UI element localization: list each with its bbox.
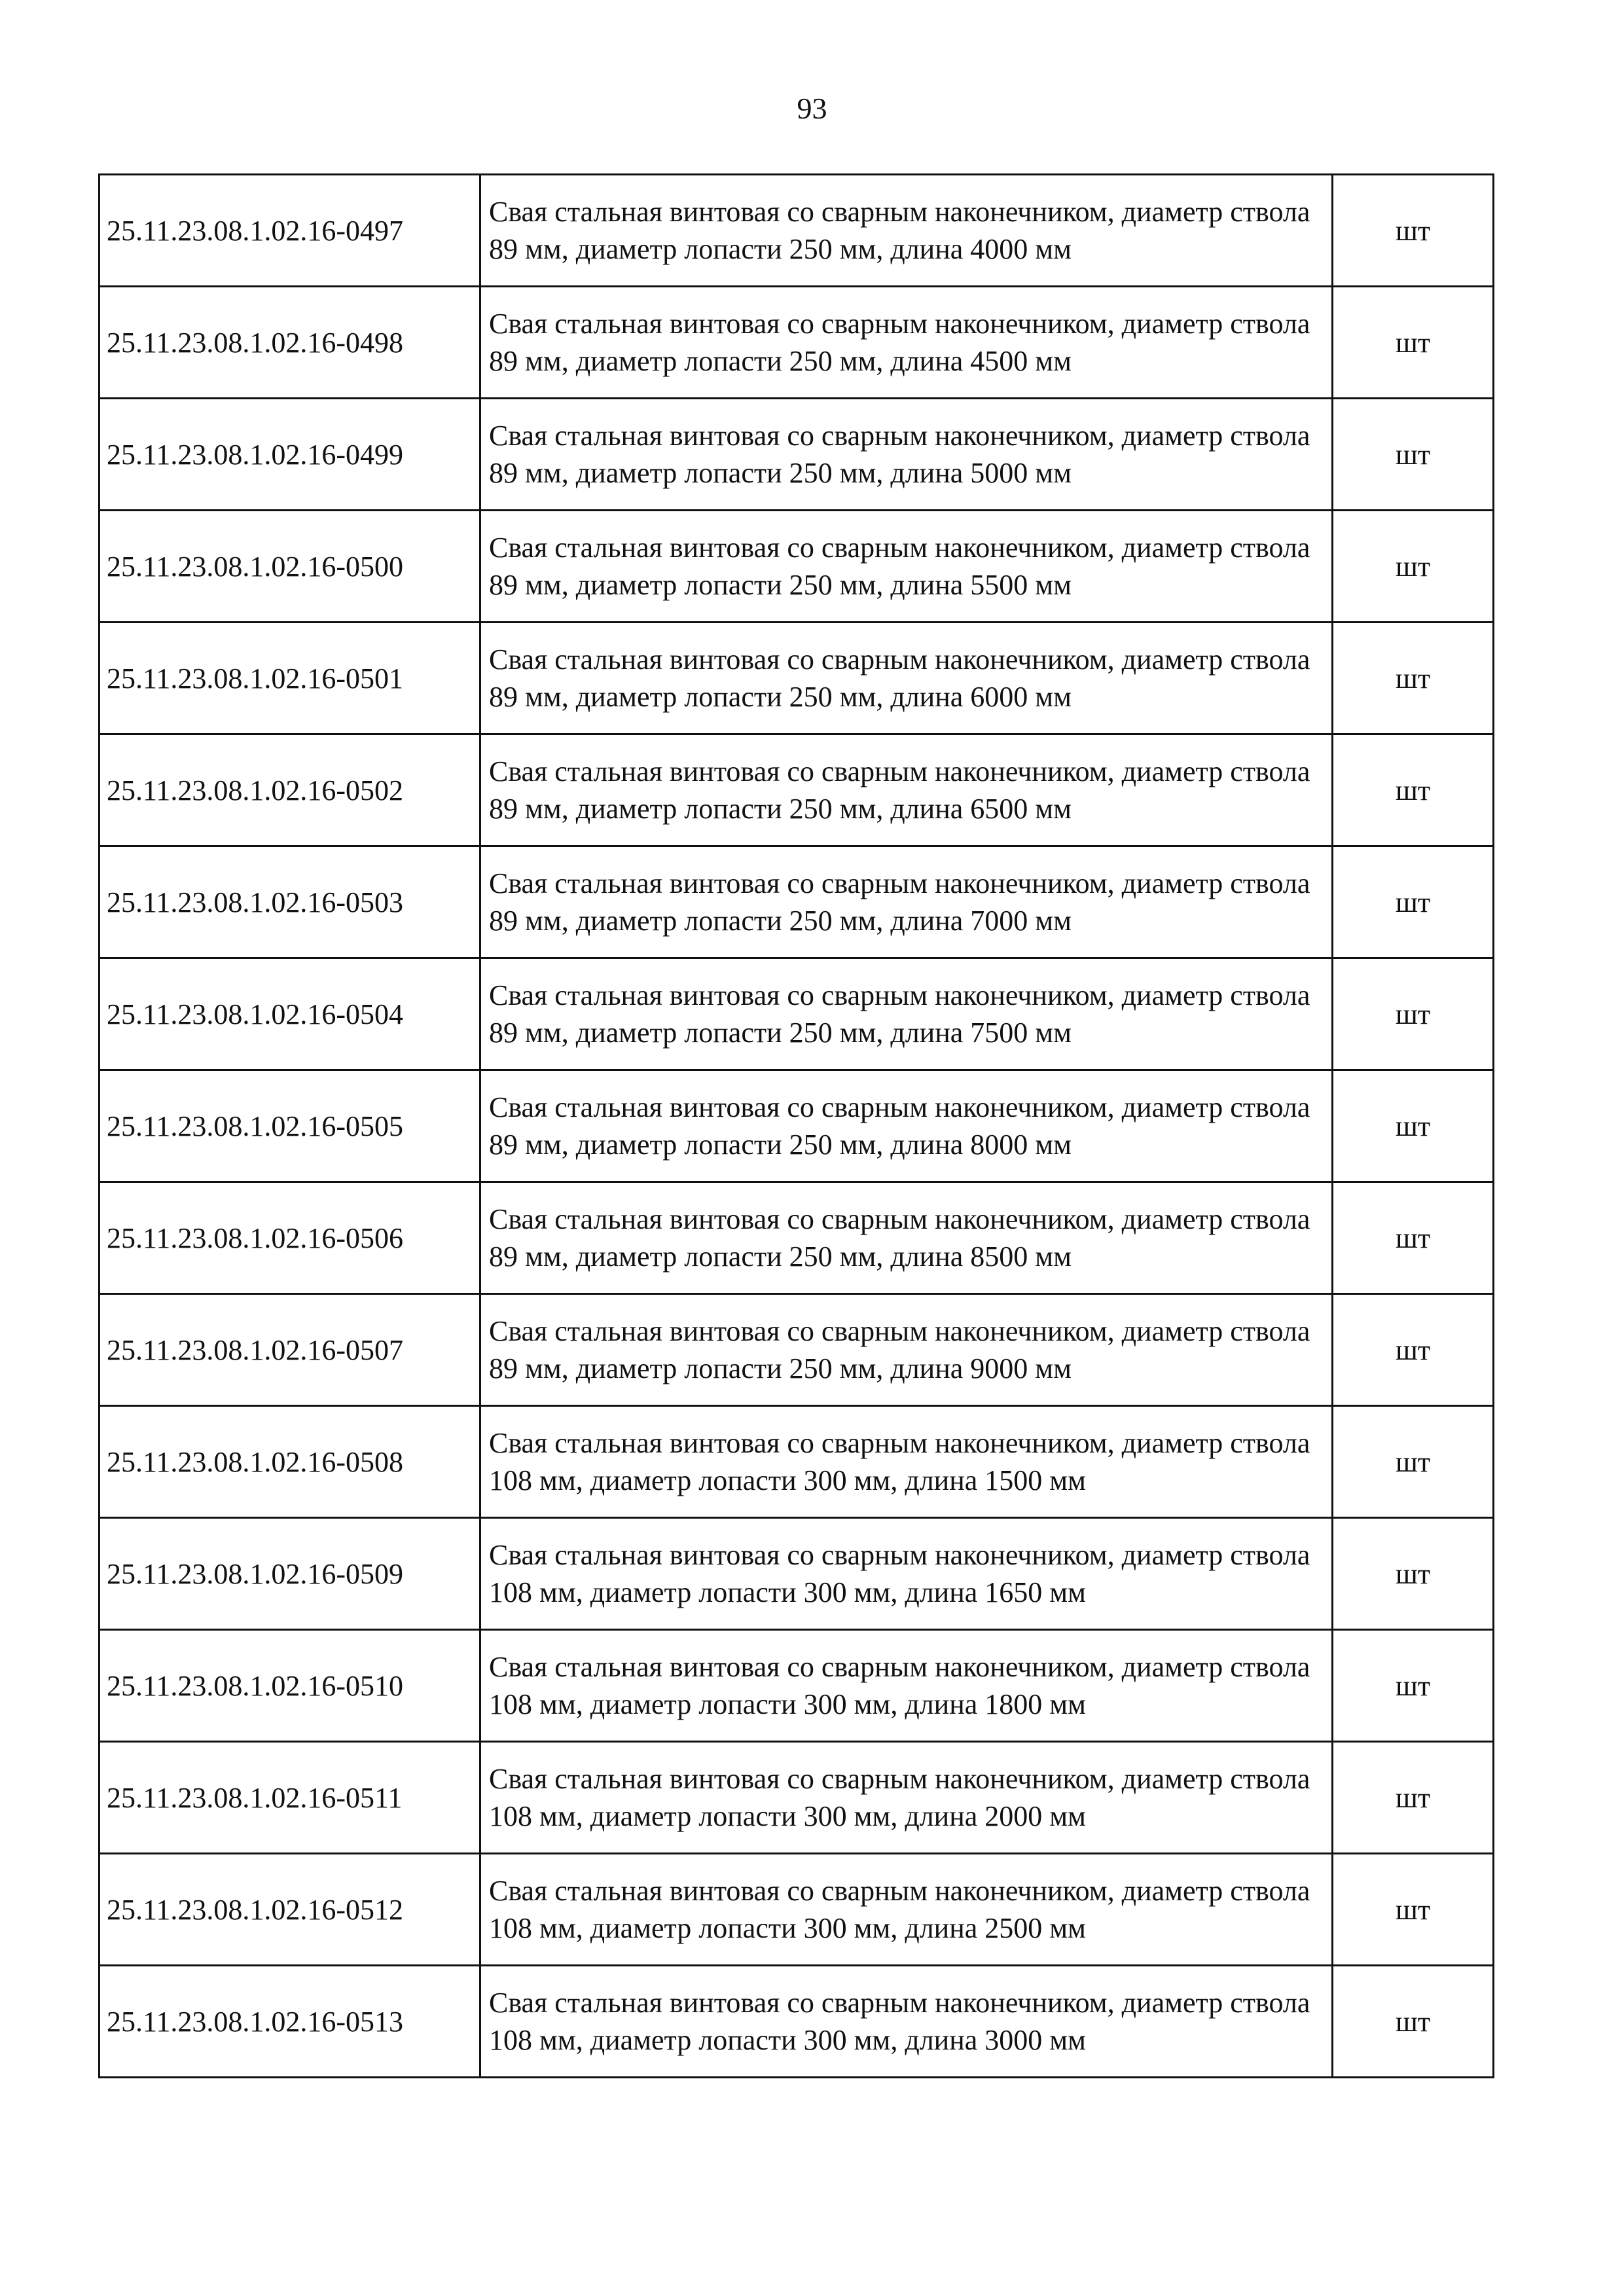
item-code-cell: 25.11.23.08.1.02.16-0497 — [99, 175, 480, 287]
table-row — [99, 1294, 1494, 1406]
unit-cell: шт — [1333, 1518, 1494, 1630]
item-description-cell: Свая стальная винтовая со сварным наконечником, диаметр ствола 89 мм, диаметр лопасти 250 мм, длина 7000 мм — [480, 846, 1333, 958]
table-row — [99, 846, 1494, 958]
unit-cell: шт — [1333, 734, 1494, 846]
table-row — [99, 1966, 1494, 2078]
item-code-cell: 25.11.23.08.1.02.16-0512 — [99, 1854, 480, 1966]
table-row — [99, 623, 1494, 734]
table-row — [99, 1518, 1494, 1630]
unit-cell: шт — [1333, 1182, 1494, 1294]
table-row — [99, 175, 1494, 287]
item-description-cell: Свая стальная винтовая со сварным наконечником, диаметр ствола 89 мм, диаметр лопасти 250 мм, длина 7500 мм — [480, 958, 1333, 1070]
item-code-cell: 25.11.23.08.1.02.16-0505 — [99, 1070, 480, 1182]
item-code-cell: 25.11.23.08.1.02.16-0502 — [99, 734, 480, 846]
unit-cell: шт — [1333, 1854, 1494, 1966]
table-row — [99, 399, 1494, 511]
item-description-cell: Свая стальная винтовая со сварным наконечником, диаметр ствола 108 мм, диаметр лопасти 300 мм, длина 1800 мм — [480, 1630, 1333, 1742]
item-code-cell: 25.11.23.08.1.02.16-0504 — [99, 958, 480, 1070]
table-row — [99, 1406, 1494, 1518]
item-description-cell: Свая стальная винтовая со сварным наконечником, диаметр ствола 108 мм, диаметр лопасти 300 мм, длина 3000 мм — [480, 1966, 1333, 2078]
catalog-table — [98, 173, 1494, 2078]
unit-cell: шт — [1333, 623, 1494, 734]
item-description-cell: Свая стальная винтовая со сварным наконечником, диаметр ствола 89 мм, диаметр лопасти 250 мм, длина 4000 мм — [480, 175, 1333, 287]
unit-cell: шт — [1333, 1294, 1494, 1406]
item-description-cell: Свая стальная винтовая со сварным наконечником, диаметр ствола 89 мм, диаметр лопасти 250 мм, длина 5500 мм — [480, 511, 1333, 623]
item-code-cell: 25.11.23.08.1.02.16-0506 — [99, 1182, 480, 1294]
item-code-cell: 25.11.23.08.1.02.16-0498 — [99, 287, 480, 399]
item-code-cell: 25.11.23.08.1.02.16-0503 — [99, 846, 480, 958]
table-row — [99, 1854, 1494, 1966]
table-row — [99, 1742, 1494, 1854]
item-code-cell: 25.11.23.08.1.02.16-0508 — [99, 1406, 480, 1518]
table-row — [99, 1070, 1494, 1182]
item-code-cell: 25.11.23.08.1.02.16-0509 — [99, 1518, 480, 1630]
unit-cell: шт — [1333, 1406, 1494, 1518]
item-description-cell: Свая стальная винтовая со сварным наконечником, диаметр ствола 89 мм, диаметр лопасти 250 мм, длина 6500 мм — [480, 734, 1333, 846]
item-description-cell: Свая стальная винтовая со сварным наконечником, диаметр ствола 89 мм, диаметр лопасти 250 мм, длина 5000 мм — [480, 399, 1333, 511]
item-code-cell: 25.11.23.08.1.02.16-0511 — [99, 1742, 480, 1854]
unit-cell: шт — [1333, 287, 1494, 399]
page-number: 93 — [797, 92, 827, 125]
item-description-cell: Свая стальная винтовая со сварным наконечником, диаметр ствола 108 мм, диаметр лопасти 300 мм, длина 2000 мм — [480, 1742, 1333, 1854]
item-description-cell: Свая стальная винтовая со сварным наконечником, диаметр ствола 89 мм, диаметр лопасти 250 мм, длина 6000 мм — [480, 623, 1333, 734]
item-code-cell: 25.11.23.08.1.02.16-0500 — [99, 511, 480, 623]
unit-cell: шт — [1333, 846, 1494, 958]
unit-cell: шт — [1333, 511, 1494, 623]
item-code-cell: 25.11.23.08.1.02.16-0510 — [99, 1630, 480, 1742]
item-code-cell: 25.11.23.08.1.02.16-0499 — [99, 399, 480, 511]
table-row — [99, 287, 1494, 399]
item-description-cell: Свая стальная винтовая со сварным наконечником, диаметр ствола 89 мм, диаметр лопасти 250 мм, длина 8000 мм — [480, 1070, 1333, 1182]
item-description-cell: Свая стальная винтовая со сварным наконечником, диаметр ствола 89 мм, диаметр лопасти 250 мм, длина 9000 мм — [480, 1294, 1333, 1406]
unit-cell: шт — [1333, 399, 1494, 511]
unit-cell: шт — [1333, 958, 1494, 1070]
table-row — [99, 1182, 1494, 1294]
unit-cell: шт — [1333, 1070, 1494, 1182]
unit-cell: шт — [1333, 1630, 1494, 1742]
item-description-cell: Свая стальная винтовая со сварным наконечником, диаметр ствола 108 мм, диаметр лопасти 300 мм, длина 2500 мм — [480, 1854, 1333, 1966]
item-description-cell: Свая стальная винтовая со сварным наконечником, диаметр ствола 108 мм, диаметр лопасти 300 мм, длина 1650 мм — [480, 1518, 1333, 1630]
item-code-cell: 25.11.23.08.1.02.16-0507 — [99, 1294, 480, 1406]
table-row — [99, 734, 1494, 846]
item-code-cell: 25.11.23.08.1.02.16-0513 — [99, 1966, 480, 2078]
table-row — [99, 511, 1494, 623]
catalog-table-body — [99, 175, 1494, 2078]
unit-cell: шт — [1333, 1742, 1494, 1854]
item-description-cell: Свая стальная винтовая со сварным наконечником, диаметр ствола 89 мм, диаметр лопасти 250 мм, длина 4500 мм — [480, 287, 1333, 399]
item-description-cell: Свая стальная винтовая со сварным наконечником, диаметр ствола 89 мм, диаметр лопасти 250 мм, длина 8500 мм — [480, 1182, 1333, 1294]
unit-cell: шт — [1333, 175, 1494, 287]
item-code-cell: 25.11.23.08.1.02.16-0501 — [99, 623, 480, 734]
table-row — [99, 958, 1494, 1070]
table-row — [99, 1630, 1494, 1742]
item-description-cell: Свая стальная винтовая со сварным наконечником, диаметр ствола 108 мм, диаметр лопасти 300 мм, длина 1500 мм — [480, 1406, 1333, 1518]
unit-cell: шт — [1333, 1966, 1494, 2078]
